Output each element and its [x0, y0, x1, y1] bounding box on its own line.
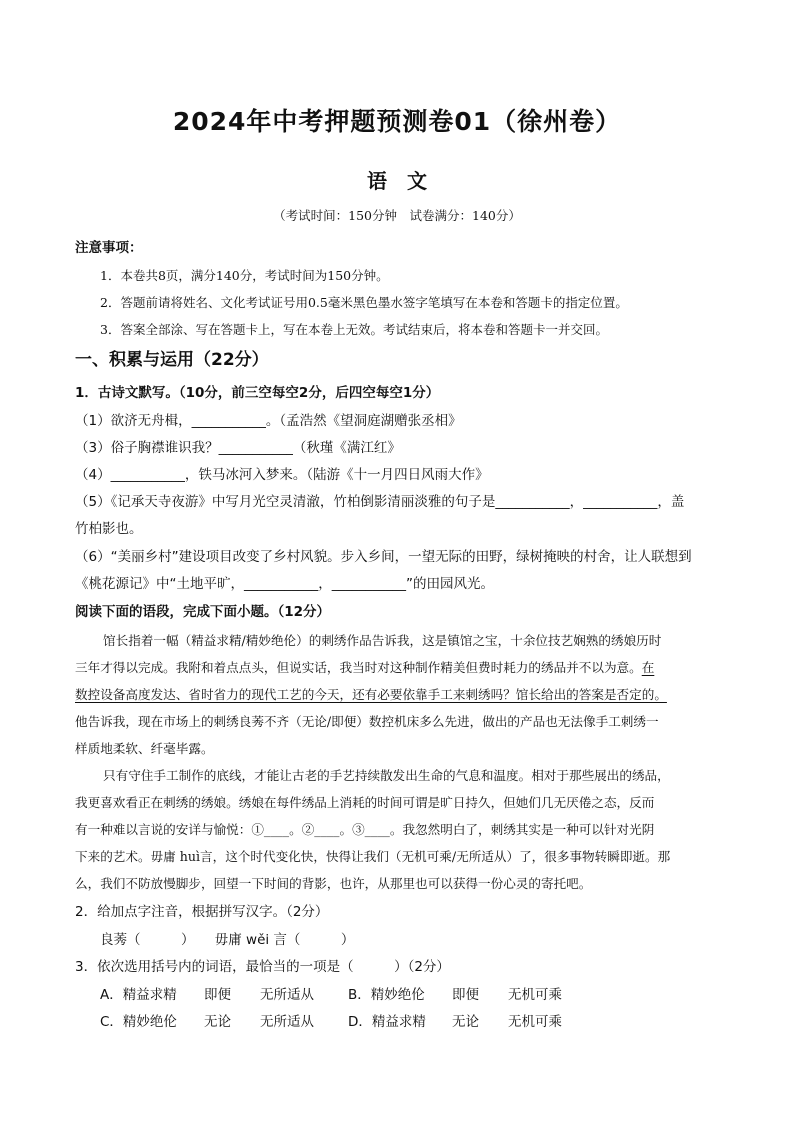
passage-line: 么，我们不防放慢脚步，回望一下时间的背影，也许，从那里也可以获得一份心灵的寄托吧。 [75, 876, 592, 891]
underlined-sentence: 数控设备高度发达、省时省力的现代工艺的今天，还有必要依靠手工来刺绣吗？馆长给出的答案是否定的。 [75, 687, 667, 702]
exam-info: （考试时间：150分钟 试卷满分：140分） [273, 208, 521, 223]
option-row [100, 1010, 562, 1030]
passage-line: 我更喜欢看正在刺绣的绣娘。绣娘在每件绣品上消耗的时间可谓是旷日持久，但她们几无厌倦之态，反而 [75, 795, 655, 810]
underlined-sentence: 在 [641, 660, 655, 675]
option-b-word1: 即便 [452, 987, 479, 1003]
passage-line [75, 657, 654, 676]
passage-line: 有一种难以言说的安详与愉悦：①____。②____。③____。我忽然明白了，刺绣其实是一种可以针对光阴 [75, 822, 655, 837]
note-item: 3．答案全部涂、写在答题卡上，写在本卷上无效。考试结束后，将本卷和答题卡一并交回。 [100, 322, 608, 337]
notes-heading: 注意事项： [75, 240, 143, 256]
q1-line: 竹柏影也。 [75, 521, 143, 537]
q1-line: （3）俗子胸襟谁识我？___________（秋瑾《满江红》 [75, 440, 401, 456]
note-item: 1．本卷共8页，满分140分，考试时间为150分钟。 [100, 268, 389, 283]
q1-line: （4）___________，铁马冰河入梦来。（陆游《十一月四日风雨大作》 [75, 467, 489, 483]
option-c[interactable]: C．精妙绝伦 [100, 1014, 177, 1030]
passage-line: 下来的艺术。毋庸 huì言，这个时代变化快，快得让我们（无机可乘/无所适从）了，很多事物转瞬即逝。那 [75, 849, 671, 864]
subject-title: 语 文 [367, 169, 427, 193]
passage-line: 他告诉我，现在市场上的刺绣良莠不齐（无论/即便）数控机床多么先进，做出的产品也无法像手工刺绣一 [75, 714, 659, 729]
passage-line: 样质地柔软、纤毫毕露。 [75, 741, 214, 756]
note-item: 2．答题前请将姓名、文化考试证号用0.5毫米黑色墨水签字笔填写在本卷和答题卡的指定位置。 [100, 295, 628, 310]
option-d-word1: 无论 [452, 1014, 479, 1030]
reading-heading: 阅读下面的语段，完成下面小题。（12分） [75, 604, 331, 620]
option-b-word2: 无机可乘 [508, 987, 562, 1003]
option-d[interactable]: D．精益求精 [348, 1014, 426, 1030]
passage-line: 只有守住手工制作的底线，才能让古老的手艺持续散发出生命的气息和温度。相对于那些展出的绣品， [103, 768, 670, 783]
question-heading: 1．古诗文默写。（10分，前三空每空2分，后四空每空1分） [75, 385, 440, 401]
option-c-word1: 无论 [204, 1014, 231, 1030]
question-3: 3．依次选用括号内的词语，最恰当的一项是（ ）（2分） [75, 959, 450, 975]
exam-title: 2024年中考押题预测卷01（徐州卷） [172, 107, 622, 136]
option-row [100, 983, 562, 1003]
section-heading: 一、积累与运用（22分） [75, 350, 269, 370]
option-c-word2: 无所适从 [260, 1014, 314, 1030]
question-2: 2．给加点字注音，根据拼写汉字。（2分） [75, 904, 329, 920]
option-b[interactable]: B．精妙绝伦 [348, 987, 425, 1003]
q1-line: （5）《记承天寺夜游》中写月光空灵清澈，竹柏倒影清丽淡雅的句子是___________，___________，盖 [75, 494, 685, 510]
question-2-items: 良莠（ ） 毋庸 wěi 言（ ） [100, 932, 355, 948]
q1-line: （6）“美丽乡村”建设项目改变了乡村风貌。步入乡间，一望无际的田野，绿树掩映的村舍，让人联想到 [75, 549, 692, 565]
passage-text: 三年才得以完成。我附和着点点头，但说实话，我当时对这种制作精美但费时耗力的绣品并不以为意。 [75, 660, 642, 675]
q1-line: （1）欲济无舟楫，___________。（孟浩然《望洞庭湖赠张丞相》 [75, 413, 462, 429]
passage-line: 馆长指着一幅（精益求精/精妙绝伦）的刺绣作品告诉我，这是镇馆之宝，十余位技艺娴熟的绣娘历时 [103, 633, 662, 648]
option-a[interactable]: A．精益求精 [100, 987, 177, 1003]
option-a-word1: 即便 [204, 987, 231, 1003]
q1-line: 《桃花源记》中“土地平旷，___________，___________”的田园风光。 [75, 576, 494, 592]
option-a-word2: 无所适从 [260, 987, 314, 1003]
option-d-word2: 无机可乘 [508, 1014, 562, 1030]
